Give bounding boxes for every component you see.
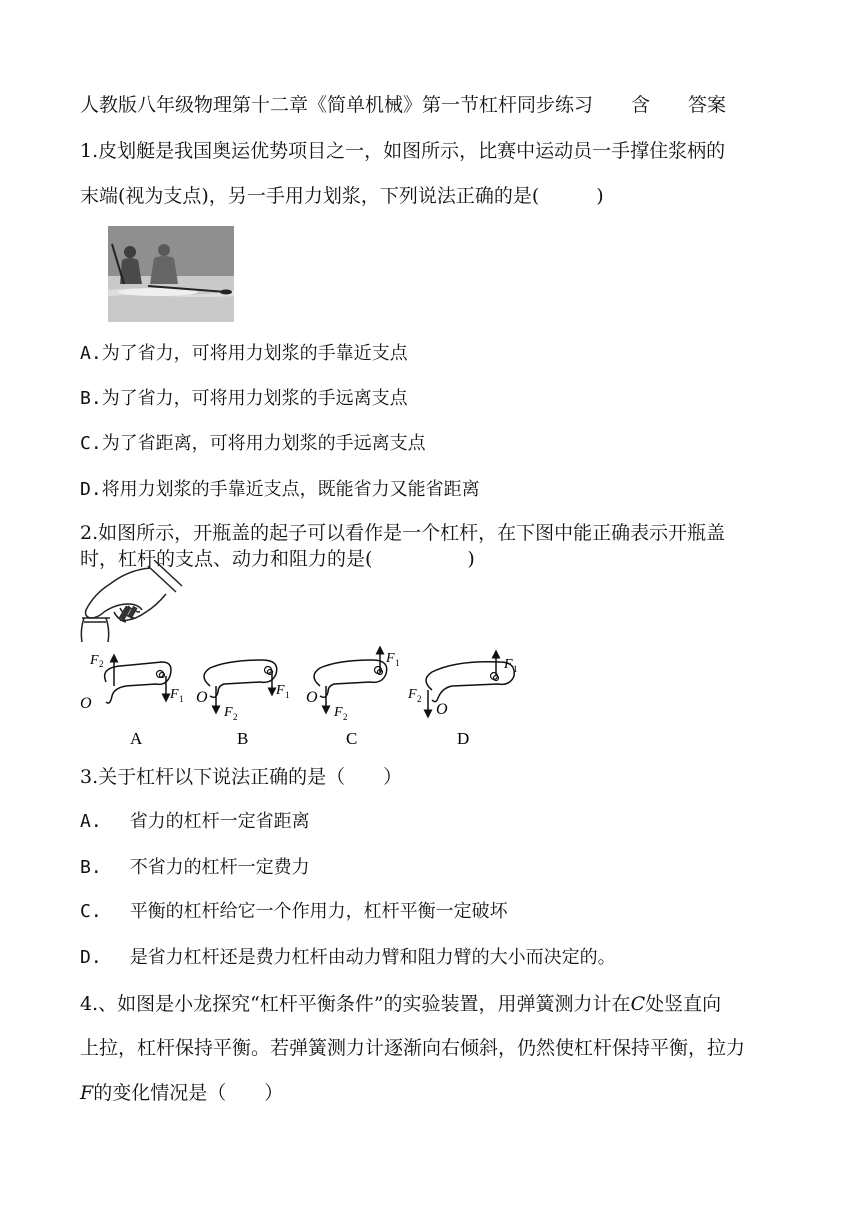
q3-option-c[interactable] bbox=[80, 899, 780, 925]
q3-option-d[interactable] bbox=[80, 945, 780, 971]
q3-option-b-text: 不省力的杠杆一定费力 bbox=[129, 857, 310, 878]
q2-line-1: 2.如图所示，开瓶盖的起子可以看作是一个杠杆，在下图中能正确表示开瓶盖 bbox=[80, 522, 726, 544]
q4-line-2: 上拉，杠杆保持平衡。若弹簧测力计逐渐向右倾斜，仍然使杠杆保持平衡，拉力 bbox=[80, 1037, 746, 1059]
fig-a-o-label: O bbox=[80, 695, 92, 712]
fig-d-o-label: O bbox=[436, 701, 448, 718]
fig-d-caption: D bbox=[457, 729, 470, 748]
fig-b-f1-label: F bbox=[276, 683, 285, 698]
lever-figure-a bbox=[80, 653, 184, 748]
q1-option-c[interactable] bbox=[80, 431, 780, 457]
q3-option-a-letter: A. bbox=[80, 811, 102, 832]
q3-option-d-letter: D. bbox=[80, 947, 102, 968]
fig-d-f2-sub: 2 bbox=[417, 694, 422, 704]
fig-b-o-label: O bbox=[196, 689, 208, 706]
q4-line-3 bbox=[80, 1080, 780, 1106]
fig-a-f2-label: F bbox=[90, 653, 99, 668]
q3-option-b-letter: B. bbox=[80, 857, 102, 878]
fig-c-f2-label: F bbox=[334, 705, 343, 720]
fig-b-caption: B bbox=[237, 729, 249, 748]
q4-line-3-text: 的变化情况是（ ） bbox=[93, 1082, 284, 1104]
q3-option-a[interactable] bbox=[80, 809, 780, 835]
fig-b-f1-sub: 1 bbox=[285, 690, 290, 700]
fig-d-f1-label: F bbox=[504, 657, 513, 672]
q1-option-c-text: 为了省距离，可将用力划浆的手远离支点 bbox=[101, 433, 426, 454]
lever-choice-figures bbox=[76, 646, 536, 750]
q3-option-c-letter: C. bbox=[80, 901, 102, 922]
fig-d-f2-label: F bbox=[408, 687, 417, 702]
q3-line-1: 3.关于杠杆以下说法正确的是（ ） bbox=[80, 766, 403, 788]
q3-option-b[interactable] bbox=[80, 855, 780, 881]
q3-option-a-text: 省力的杠杆一定省距离 bbox=[129, 811, 310, 832]
q1-option-b-text: 为了省力，可将用力划浆的手远离支点 bbox=[101, 388, 408, 409]
fig-c-f2-sub: 2 bbox=[343, 712, 348, 722]
q4-point-c: C bbox=[630, 993, 646, 1015]
fig-c-f1-label: F bbox=[386, 651, 395, 666]
q1-option-a-letter: A. bbox=[80, 343, 102, 364]
q4-line-1-part-b: 处竖直向 bbox=[645, 993, 722, 1015]
fig-a-f1-label: F bbox=[170, 687, 179, 702]
q1-option-d-text: 将用力划浆的手靠近支点，既能省力又能省距离 bbox=[101, 479, 480, 500]
q1-line-1: 1.皮划艇是我国奥运优势项目之一，如图所示，比赛中运动员一手撑住浆柄的 bbox=[80, 140, 726, 162]
fig-a-f2-sub: 2 bbox=[99, 659, 104, 669]
fig-c-caption: C bbox=[346, 729, 358, 748]
kayak-photo-illustration bbox=[108, 226, 234, 322]
lever-figure-d bbox=[407, 654, 518, 748]
q1-option-b[interactable] bbox=[80, 386, 780, 412]
q1-option-d-letter: D. bbox=[80, 479, 102, 500]
lever-figure-c bbox=[306, 650, 400, 748]
q3-option-c-text: 平衡的杠杆给它一个作用力，杠杆平衡一定破坏 bbox=[129, 901, 508, 922]
q4-force-f: F bbox=[80, 1082, 94, 1104]
q3-option-d-text: 是省力杠杆还是费力杠杆由动力臂和阻力臂的大小而决定的。 bbox=[129, 947, 616, 968]
q1-option-b-letter: B. bbox=[80, 388, 102, 409]
fig-b-f2-label: F bbox=[224, 705, 233, 720]
fig-d-f1-sub: 1 bbox=[513, 664, 518, 674]
kayak-photo bbox=[108, 226, 234, 322]
lever-figure-b bbox=[196, 660, 290, 748]
fig-a-caption: A bbox=[130, 729, 143, 748]
q1-option-d[interactable] bbox=[80, 477, 780, 503]
q2-line-2: 时，杠杆的支点、动力和阻力的是( ) bbox=[80, 548, 475, 570]
q4-line-1 bbox=[80, 991, 780, 1017]
fig-b-f2-sub: 2 bbox=[233, 712, 238, 722]
q1-option-c-letter: C. bbox=[80, 433, 102, 454]
q1-option-a[interactable] bbox=[80, 341, 780, 367]
q1-line-2: 末端(视为支点)，另一手用力划浆，下列说法正确的是( ) bbox=[80, 185, 604, 207]
q4-line-1-part-a: 4.、如图是小龙探究“杠杆平衡条件”的实验装置，用弹簧测力计在 bbox=[80, 993, 631, 1015]
q1-option-a-text: 为了省力，可将用力划浆的手靠近支点 bbox=[101, 343, 408, 364]
bottle-opener-hand-figure bbox=[76, 560, 188, 642]
fig-c-o-label: O bbox=[306, 689, 318, 706]
fig-a-f1-sub: 1 bbox=[179, 694, 184, 704]
page-title: 人教版八年级物理第十二章《简单机械》第一节杠杆同步练习 含 答案 bbox=[80, 94, 727, 116]
fig-c-f1-sub: 1 bbox=[395, 658, 400, 668]
